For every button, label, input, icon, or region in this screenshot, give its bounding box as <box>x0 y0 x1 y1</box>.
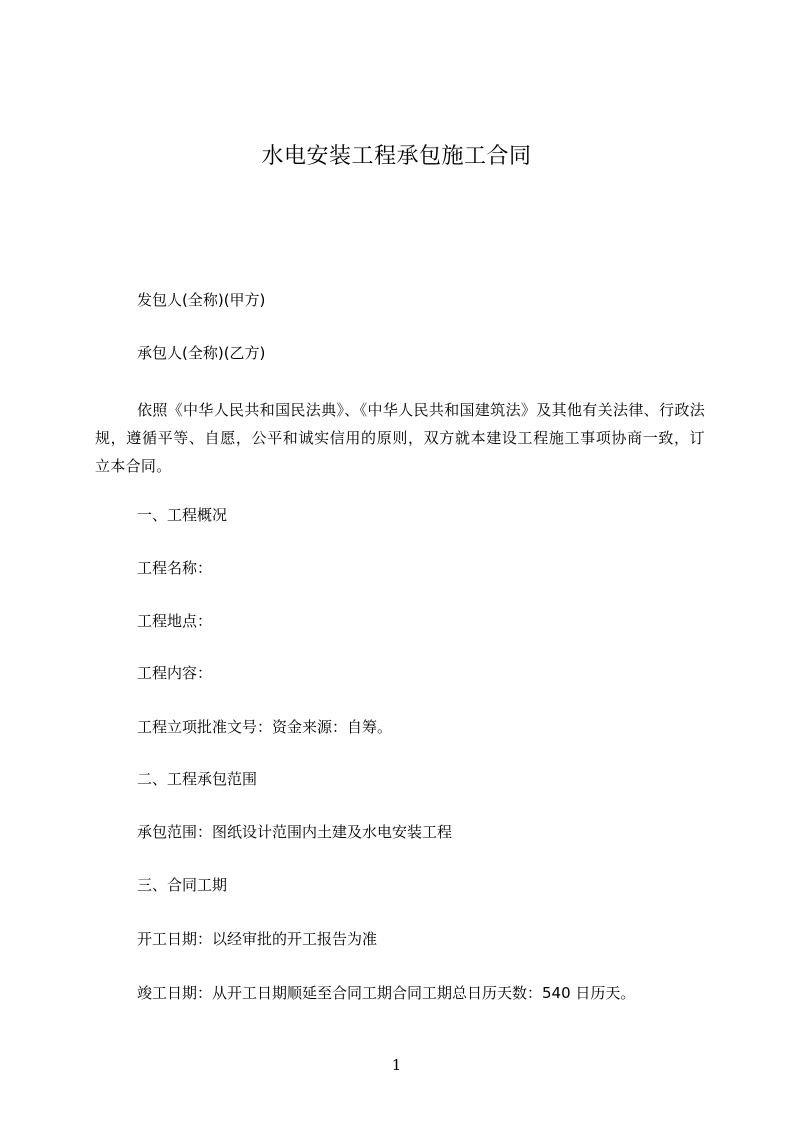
section-2-heading: 二、工程承包范围 <box>137 770 258 788</box>
project-name-line: 工程名称： <box>137 559 213 577</box>
completion-date-line: 竣工日期：从开工日期顺延至合同工期合同工期总日历天数：540 日历天。 <box>137 984 636 1002</box>
party-a-line: 发包人(全称)(甲方) <box>137 291 266 309</box>
party-b-line: 承包人(全称)(乙方) <box>137 344 266 362</box>
section-1-heading: 一、工程概况 <box>137 506 228 524</box>
section-3-heading: 三、合同工期 <box>137 876 228 894</box>
project-location-line: 工程地点： <box>137 612 213 630</box>
document-title: 水电安装工程承包施工合同 <box>261 144 532 169</box>
preamble-paragraph: 依照《中华人民共和国民法典》、《中华人民共和国建筑法》及其他有关法律、行政法规，遵循平等、自愿，公平和诚实信用的原则，双方就本建设工程施工事项协商一致，订立本合同。 <box>95 401 705 475</box>
page-number: 1 <box>391 1056 402 1074</box>
start-date-line: 开工日期：以经审批的开工报告为准 <box>137 930 378 948</box>
contract-scope-line: 承包范围：图纸设计范围内土建及水电安装工程 <box>137 823 453 841</box>
project-content-line: 工程内容： <box>137 664 213 682</box>
approval-funding-line: 工程立项批准文号：资金来源：自筹。 <box>137 718 393 736</box>
